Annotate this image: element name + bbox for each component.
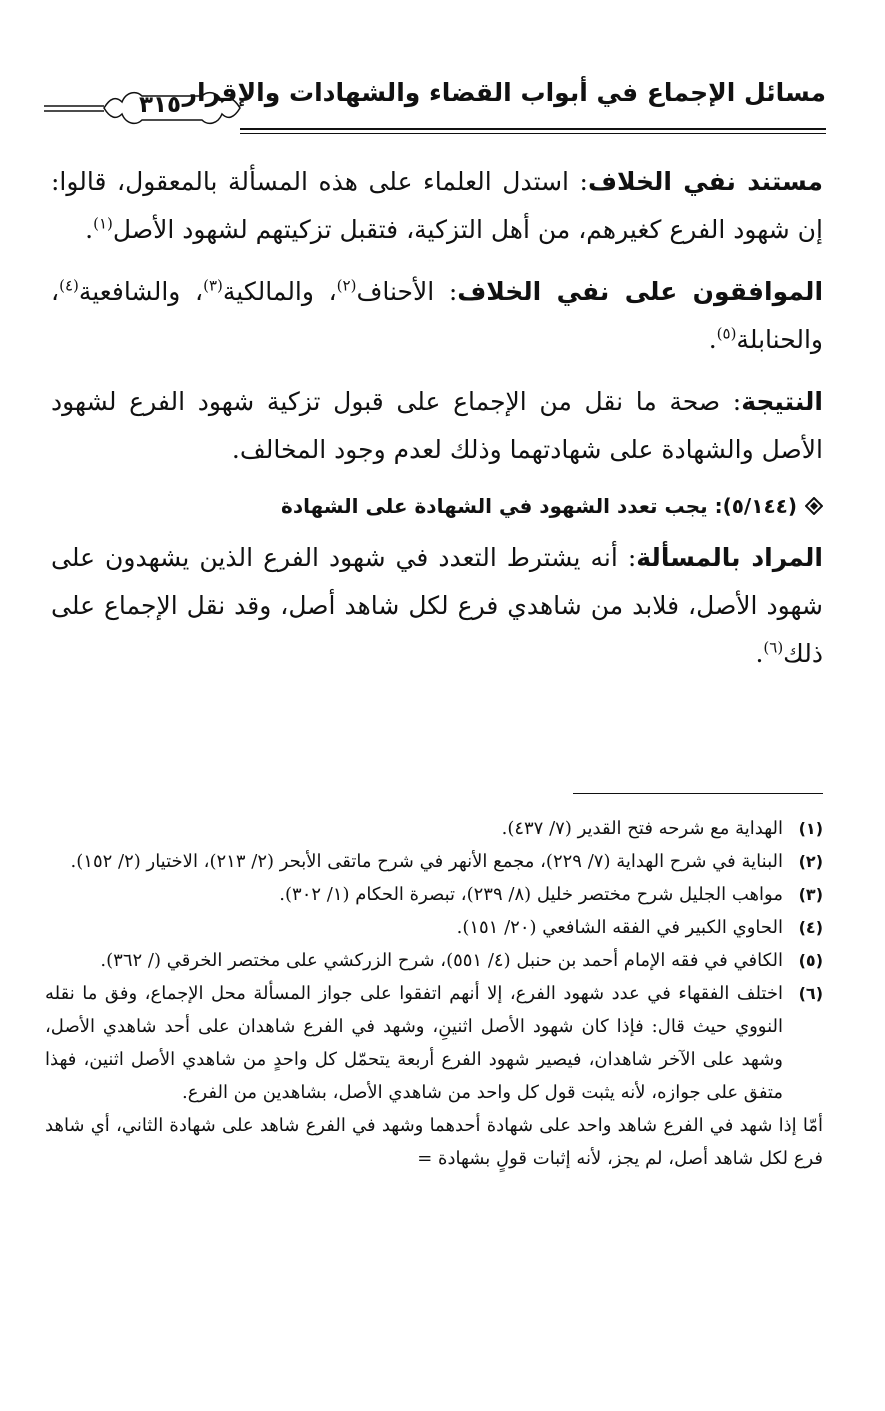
footnote-text: مواهب الجليل شرح مختصر خليل (٨/ ٢٣٩)، تبصرة الحكام (١/ ٣٠٢). bbox=[279, 884, 783, 905]
main-text bbox=[51, 158, 823, 692]
paragraph-lead: الموافقون على نفي الخلاف bbox=[457, 277, 824, 306]
paragraph-text: : أنه يشترط التعدد في شهود الفرع الذين يشهدون على شهود الأصل، فلابد من شاهدي فرع لكل شاهد أصل، وقد نقل الإجماع على ذلك bbox=[51, 543, 823, 668]
footnote-continuation: أمّا إذا شهد في الفرع شاهد واحد على شهادة أحدهما وشهد في الفرع شاهد على شهادة الثاني، أي شاهد فرع لكل شاهد أصل، لم يجز، لأنه إثبات قولٍ بشهادة = bbox=[45, 1115, 823, 1169]
issue-number: (٥/١٤٤) bbox=[722, 494, 797, 518]
paragraph-text: : الأحناف bbox=[356, 277, 458, 306]
footnote-item bbox=[45, 812, 823, 845]
issue-title: : يجب تعدد الشهود في الشهادة على الشهادة bbox=[281, 494, 723, 518]
footnote-text: البناية في شرح الهداية (٧/ ٢٢٩)، مجمع الأنهر في شرح ماتقى الأبحر (٢/ ٢١٣)، الاختيار (٢/ ١٥٢). bbox=[70, 851, 783, 872]
paragraph-text: : استدل العلماء على هذه المسألة بالمعقول، قالوا: إن شهود الفرع كغيرهم، من أهل التزكية، فتقبل تزكيتهم لشهود الأصل bbox=[51, 167, 823, 244]
footnote-number: (٣) bbox=[798, 885, 823, 904]
paragraph-meaning bbox=[51, 534, 823, 678]
diamond-bullet-icon bbox=[805, 497, 823, 515]
footnote-number: (٥) bbox=[798, 951, 823, 970]
footnote-ref: (٣) bbox=[203, 276, 223, 295]
paragraph-result bbox=[51, 378, 823, 474]
footnote-ref: (١) bbox=[93, 214, 113, 233]
footnote-ref: (٤) bbox=[59, 276, 79, 295]
paragraph-agreeing bbox=[51, 268, 823, 364]
footnote-number: (٤) bbox=[798, 918, 823, 937]
header-rule bbox=[240, 128, 826, 130]
paragraph-tail: . bbox=[708, 325, 717, 354]
footnote-item bbox=[45, 944, 823, 977]
footnote-item bbox=[45, 911, 823, 944]
paragraph-tail: . bbox=[755, 639, 764, 668]
paragraph-text: ، والشافعية bbox=[78, 277, 204, 306]
issue-heading bbox=[51, 488, 823, 524]
paragraph-lead: مستند نفي الخلاف bbox=[587, 167, 823, 196]
footnote-ref: (٦) bbox=[763, 638, 784, 657]
page-number: ٣١٥ bbox=[138, 92, 182, 118]
footnote-item bbox=[45, 845, 823, 878]
footnote-item bbox=[45, 878, 823, 911]
footnote-number: (٢) bbox=[798, 852, 823, 871]
running-title: مسائل الإجماع في أبواب القضاء والشهادات والإقرار bbox=[182, 78, 826, 107]
header-rule-thin bbox=[240, 133, 826, 134]
paragraph-lead: المراد بالمسألة bbox=[636, 543, 823, 572]
paragraph-tail: . bbox=[85, 215, 94, 244]
footnote-number: (٦) bbox=[798, 984, 823, 1003]
footnote-item bbox=[45, 977, 823, 1109]
paragraph-basis bbox=[51, 158, 823, 254]
footnote-text: اختلف الفقهاء في عدد شهود الفرع، إلا أنهم اتفقوا على جواز المسألة محل الإجماع، وفق ما نقله النووي حيث قال: فإذا كان شهود الأصل اثنينِ، وشهد في الفرع شاهدان على أحد شاهدي الأصل، وشهد على الآخر شاهدان، فيصير شهود الفرع أربعة يتحمّل كل واحدٍ من شاهدي الأصل اثنين، فهذا متفق على جوازه، لأنه يثبت قول كل واحد من شاهدي الأصل، بشاهدين من الفرع. bbox=[45, 983, 783, 1103]
footnotes bbox=[45, 812, 823, 1175]
footnote-separator bbox=[573, 793, 823, 794]
footnote-text: الكافي في فقه الإمام أحمد بن حنبل (٤/ ٥٥١)، شرح الزركشي على مختصر الخرقي (/ ٣٦٢). bbox=[100, 950, 783, 971]
paragraph-lead: النتيجة bbox=[741, 387, 823, 416]
paragraph-text: ، والمالكية bbox=[222, 277, 337, 306]
footnote-number: (١) bbox=[798, 819, 823, 838]
page-header bbox=[44, 72, 826, 124]
footnote-ref: (٥) bbox=[716, 324, 737, 343]
footnote-text: الحاوي الكبير في الفقه الشافعي (٢٠/ ١٥١). bbox=[456, 917, 783, 938]
footnote-text: الهداية مع شرحه فتح القدير (٧/ ٤٣٧). bbox=[501, 818, 783, 839]
paragraph-text: ، والحنابلة bbox=[51, 277, 823, 354]
header-ornament bbox=[44, 84, 826, 124]
footnote-ref: (٢) bbox=[336, 276, 357, 295]
paragraph-text: : صحة ما نقل من الإجماع على قبول تزكية شهود الفرع لشهود الأصل والشهادة على شهادتهما وذلك لعدم وجود المخالف. bbox=[51, 387, 823, 464]
